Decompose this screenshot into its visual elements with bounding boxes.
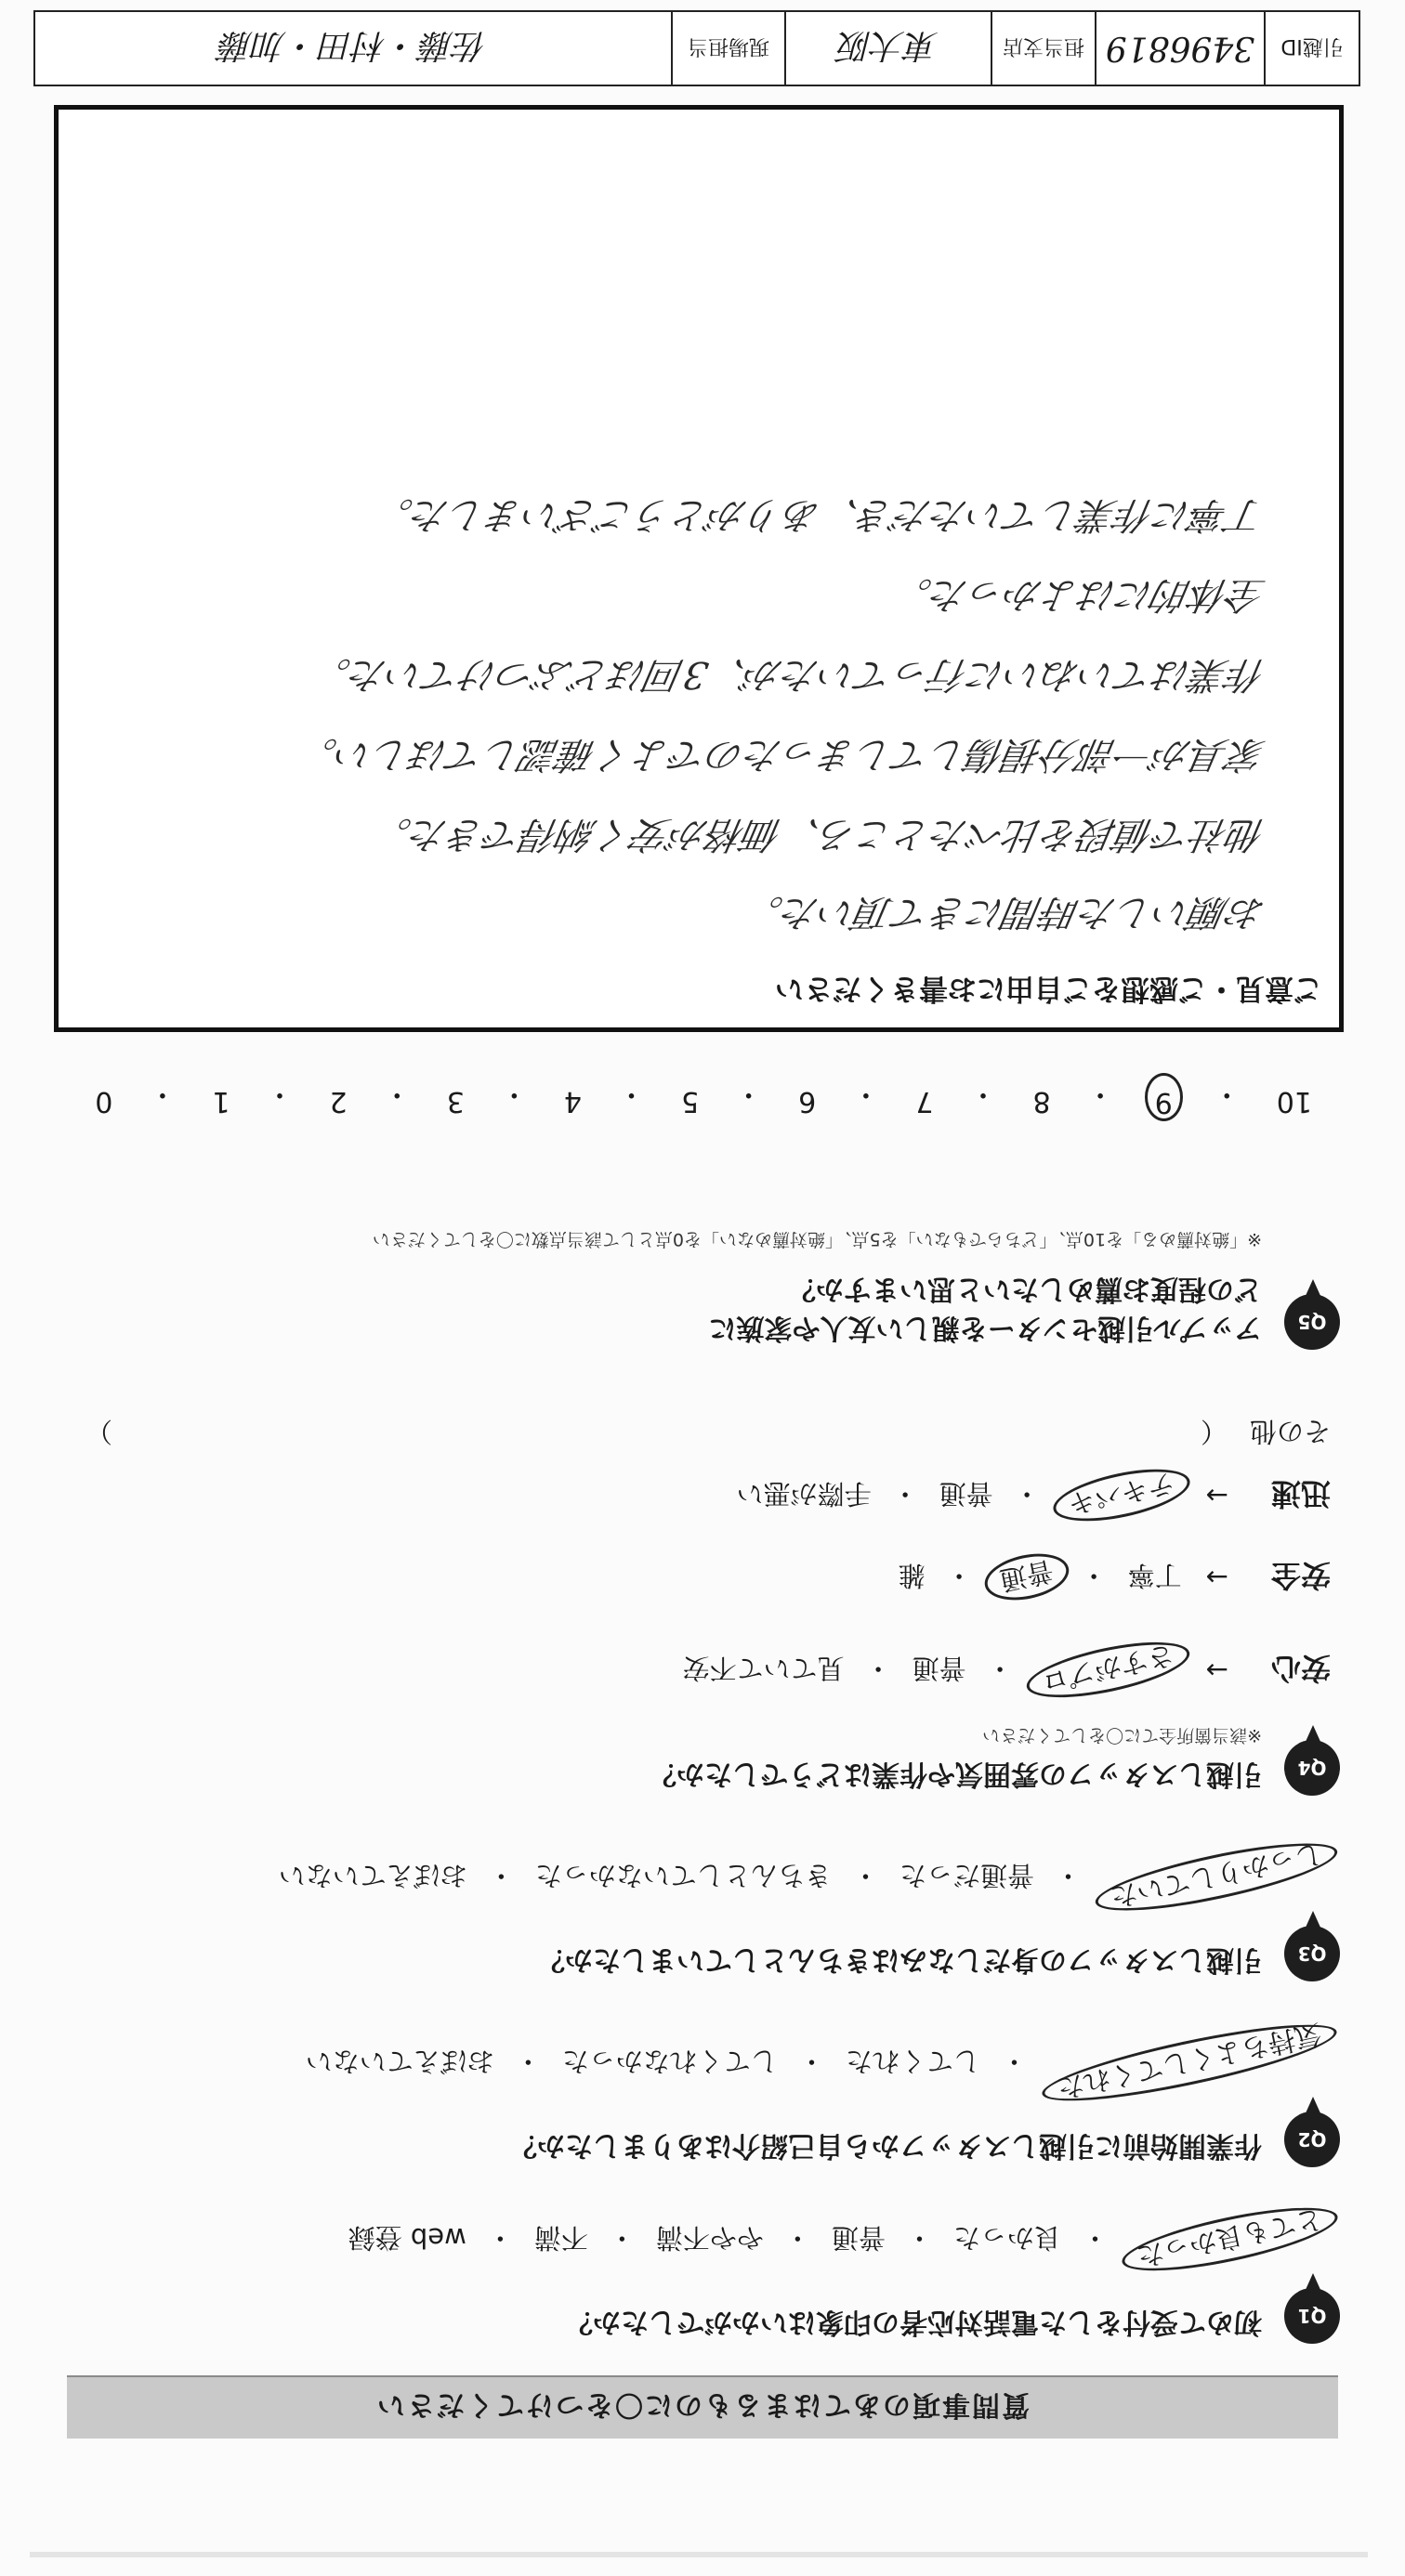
- q4-option-selected[interactable]: テキパキ: [1048, 1459, 1194, 1531]
- q3-text: 引越しスタッフの身だしなみはきちんとしていましたか？: [537, 1943, 1262, 1976]
- comment-line: 家具が一部分損傷してしまったのでよく確認してほしい。: [295, 733, 1269, 776]
- q3-options: しっかりしていた ・ 普通だった ・ きちんとしていなかった ・ おぼえていない: [279, 1858, 1331, 1896]
- q5-text-line1: アップル引越センターを親しい友人や家族に: [708, 1312, 1262, 1344]
- q4-option[interactable]: 見ていて不安: [682, 1653, 845, 1685]
- q1-options: とても良かった ・ 良かった ・ 普通 ・ やや不満 ・ 不満 ・ web 登録: [348, 2220, 1331, 2258]
- q2-option[interactable]: してくれた: [845, 2046, 980, 2077]
- q4-option-selected[interactable]: さすがプロ: [1022, 1631, 1194, 1708]
- question-3: [67, 1837, 1340, 1981]
- scale-point[interactable]: 5: [681, 1085, 700, 1118]
- question-2: [67, 2018, 1340, 2167]
- scale-point[interactable]: 8: [1032, 1085, 1051, 1118]
- arrow-right-icon: →: [1205, 1562, 1228, 1593]
- manager-label: 現場担当: [671, 12, 784, 85]
- q4-row-category: 安全: [1270, 1558, 1331, 1593]
- q5-scale: 10 ・ 9 ・ 8 ・ 7 ・ 6 ・ 5 ・ 4 ・ 3 ・ 2 ・ 1 ・ 0: [95, 1077, 1312, 1118]
- question-4: [67, 1396, 1340, 1796]
- q2-options: 気持ちよくしてくれた ・ してくれた ・ してくれなかった ・ おぼえていない: [306, 2044, 1331, 2082]
- scale-point[interactable]: 1: [212, 1085, 230, 1118]
- manager-value: 佐藤・村田・加藤: [219, 26, 488, 65]
- scale-point[interactable]: 7: [915, 1085, 934, 1118]
- q4-badge: Q4: [1284, 1740, 1340, 1796]
- instruction-banner: 質問事項のあてはまるものに〇をつけてください: [67, 2375, 1338, 2439]
- q3-option[interactable]: きちんとしていなかった: [534, 1860, 832, 1891]
- question-5: [67, 1136, 1340, 1350]
- scale-point[interactable]: 6: [798, 1085, 817, 1118]
- branch-value: 東大阪: [784, 12, 991, 85]
- branch-label: 担当支店: [991, 12, 1095, 85]
- scale-point[interactable]: 4: [563, 1085, 582, 1118]
- footer-table: [33, 10, 1360, 86]
- comment-line: 全体的にはよかった。: [889, 573, 1269, 616]
- q4-row-anzen: 安全 → 丁寧 ・ 普通 ・ 雑: [899, 1556, 1331, 1599]
- q1-badge: Q1: [1284, 2288, 1340, 2344]
- q2-option[interactable]: おぼえていない: [305, 2046, 494, 2077]
- comment-line: 他社で値段を比べたところ、価格が安く納得できた。: [369, 813, 1269, 856]
- q4-option[interactable]: 雑: [898, 1560, 926, 1592]
- q3-badge: Q3: [1284, 1926, 1340, 1981]
- q1-option[interactable]: web 登録: [348, 2222, 466, 2254]
- q1-option[interactable]: 不満: [533, 2222, 588, 2254]
- q4-option-selected[interactable]: 普通: [980, 1547, 1073, 1607]
- arrow-right-icon: →: [1205, 1654, 1228, 1686]
- q1-option-selected[interactable]: とても良かった: [1118, 2195, 1343, 2283]
- q4-option[interactable]: 手際が悪い: [736, 1478, 872, 1510]
- q1-option[interactable]: 良かった: [952, 2222, 1061, 2254]
- q5-note: ※「絶対薦める」を10点、「どちらでもない」を5点、「絶対薦めない」を0点として該当点数に〇をしてください: [372, 1229, 1262, 1249]
- q1-option[interactable]: 普通: [831, 2222, 886, 2254]
- scale-point[interactable]: 3: [446, 1085, 465, 1118]
- question-1: [67, 2204, 1340, 2344]
- comment-line: 作業はていねいに行っていたが、3回ほどぶつけていた。: [309, 653, 1269, 696]
- q3-option-selected[interactable]: しっかりしていた: [1091, 1830, 1342, 1924]
- scale-point-selected[interactable]: 9: [1145, 1073, 1183, 1121]
- q5-badge: Q5: [1284, 1294, 1340, 1350]
- comment-box[interactable]: [54, 105, 1344, 1032]
- q2-badge: Q2: [1284, 2112, 1340, 2167]
- scan-edge: [30, 2552, 1368, 2557]
- q4-other-close: ）: [85, 1416, 113, 1447]
- q4-option[interactable]: 普通: [939, 1478, 993, 1510]
- q3-option[interactable]: 普通だった: [899, 1860, 1034, 1891]
- scale-point[interactable]: 2: [329, 1085, 348, 1118]
- q1-text: 初めて受付をした電話対応者の印象はいかがでしたか？: [565, 2306, 1262, 2338]
- q4-row-category: 安心: [1270, 1651, 1331, 1686]
- scale-point[interactable]: 10: [1276, 1085, 1312, 1118]
- arrow-right-icon: →: [1205, 1480, 1228, 1511]
- q2-text: 作業開始前に引越しスタッフから自己紹介はありましたか？: [509, 2129, 1262, 2162]
- q4-row-anshin: 安心 → さすがプロ ・ 普通 ・ 見ていて不安: [683, 1649, 1331, 1692]
- q4-row-category: 迅速: [1270, 1476, 1331, 1511]
- comment-line: お願いした時間にきて頂いた。: [741, 891, 1269, 934]
- q4-row-jinsoku: 迅速 → テキパキ ・ 普通 ・ 手際が悪い: [737, 1474, 1331, 1517]
- id-label: 引越ID: [1264, 12, 1359, 85]
- q4-other: [85, 1414, 1331, 1452]
- q2-option[interactable]: してくれなかった: [561, 2046, 778, 2077]
- q4-text: 引越しスタッフの雰囲気や作業はどうでしたか？: [649, 1758, 1262, 1790]
- q4-option[interactable]: 丁寧: [1127, 1560, 1182, 1592]
- q1-option[interactable]: やや不満: [655, 2222, 764, 2254]
- q4-note: ※該当箇所全てに〇をしてください: [982, 1725, 1262, 1746]
- comment-line: 丁寧に作業していただき、ありがとうございました。: [371, 493, 1269, 536]
- q4-other-open: （: [1200, 1416, 1228, 1447]
- scale-point[interactable]: 0: [95, 1085, 113, 1118]
- q5-text-line2: どの程度お薦めしたいと思いますか？: [788, 1273, 1262, 1305]
- q4-other-label: その他: [1249, 1416, 1331, 1447]
- id-value: 3496819: [1095, 12, 1264, 85]
- q2-option-selected[interactable]: 気持ちよくしてくれた: [1038, 2010, 1342, 2115]
- comment-heading: ご意見・ご感想をご自由にお書きください: [775, 972, 1322, 1005]
- q4-option[interactable]: 普通: [912, 1653, 966, 1685]
- q3-option[interactable]: おぼえていない: [278, 1860, 467, 1891]
